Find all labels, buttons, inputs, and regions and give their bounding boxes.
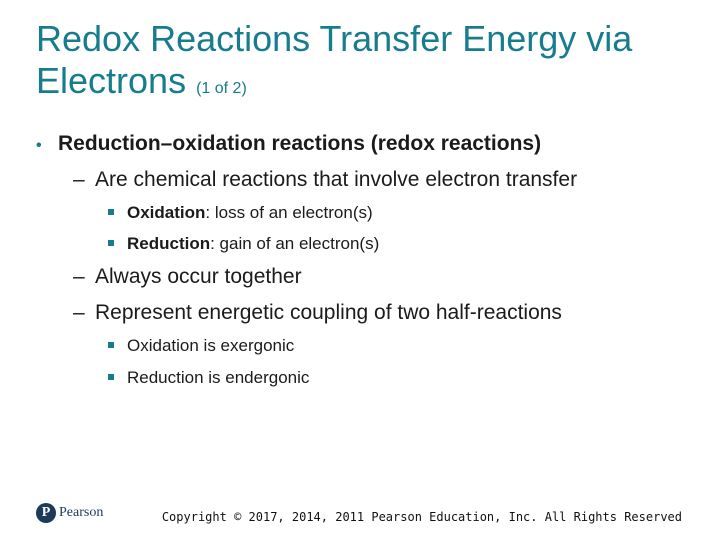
bullet-level3-item [108, 366, 309, 390]
pearson-logo-icon: P [36, 503, 56, 523]
bullet-level3-item [108, 201, 373, 225]
bullet-level2-item [73, 298, 562, 328]
title-subtitle: (1 of 2) [196, 80, 247, 97]
bullet-term: Reduction [127, 234, 211, 253]
square-bullet-icon [108, 374, 114, 380]
bullet-level3-text: Oxidation is exergonic [127, 336, 295, 355]
square-bullet-icon [108, 209, 114, 215]
square-bullet-icon [108, 240, 114, 246]
bullet-level3-text: Reduction is endergonic [127, 368, 310, 387]
bullet-level2-item [73, 165, 577, 195]
bullet-level2-text: Are chemical reactions that involve electron transfer [95, 168, 578, 191]
bullet-term: Oxidation [127, 203, 206, 222]
bullet-level1 [36, 129, 541, 161]
bullet-level1-text: Reduction–oxidation reactions (redox reactions) [58, 132, 542, 155]
dash-bullet-icon: – [73, 301, 85, 324]
dash-bullet-icon: – [73, 265, 85, 288]
dash-bullet-icon: – [73, 168, 85, 191]
bullet-level3-item [108, 334, 294, 358]
pearson-logo [36, 501, 103, 525]
bullet-definition: : loss of an electron(s) [205, 203, 373, 222]
bullet-level2-text: Always occur together [95, 265, 302, 288]
bullet-level2-text: Represent energetic coupling of two half-reactions [95, 301, 562, 324]
bullet-definition: : gain of an electron(s) [210, 234, 380, 253]
bullet-dot-icon: • [36, 137, 42, 154]
copyright-notice: Copyright © 2017, 2014, 2011 Pearson Education, Inc. All Rights Reserved [161, 510, 682, 524]
slide-title [36, 18, 696, 110]
title-main: Redox Reactions Transfer Energy via Electrons [36, 18, 633, 101]
pearson-logo-text: Pearson [59, 505, 104, 520]
square-bullet-icon [108, 342, 114, 348]
bullet-level3-item [108, 232, 379, 256]
bullet-level2-item [73, 262, 302, 292]
